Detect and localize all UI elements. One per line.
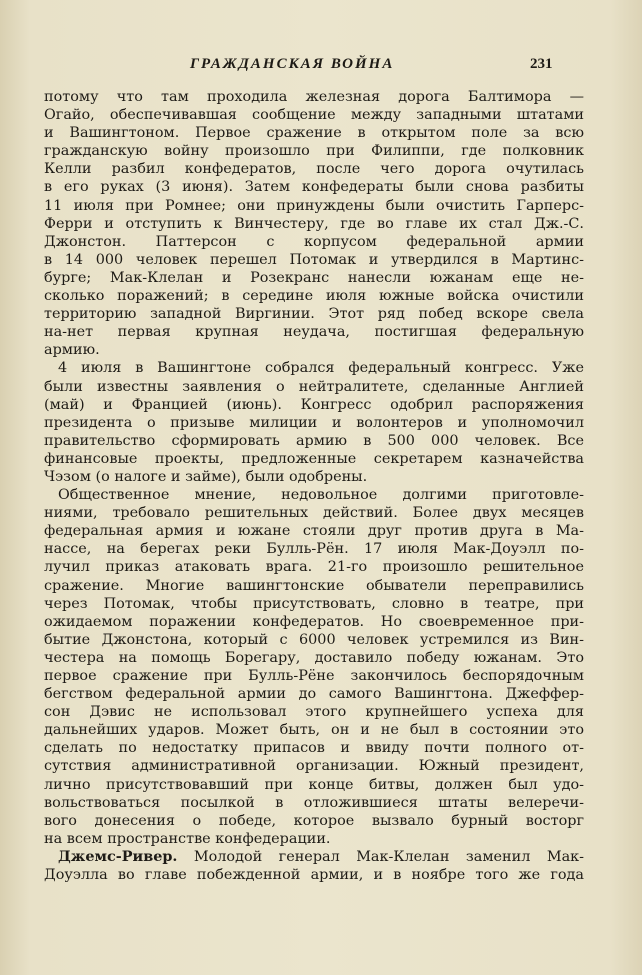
text-line: сон Дэвис не использовал этого крупнейшего успеха для [44,704,584,721]
text-line: сутствия административной организации. Южный президент, [44,758,584,775]
running-title: ГРАЖДАНСКАЯ ВОЙНА [190,56,395,72]
text-line: президента о призыве милиции и волонтеров и уполномочил [44,414,584,431]
text-line: лучил приказ атаковать врага. 21-го произошло решительное [44,559,584,576]
text-line: честера на помощь Борегару, доставило победу южанам. Это [44,649,584,666]
text-line: 11 июля при Ромнее; они принуждены были очистить Гарперс- [44,197,584,214]
text-line: дальнейших ударов. Может быть, он и не был в состоянии это [44,722,584,739]
text-line: в 14 000 человек перешел Потомак и утвердился в Мартинс- [44,251,584,268]
text-line: сколько поражений; в середине июля южные войска очистили [44,288,584,305]
text-line: Общественное мнение, недовольное долгими приготовле- [58,487,584,504]
text-line: ожидаемом поражении конфедератов. Но своевременное при- [44,613,584,630]
text-line: Чэзом (о налоге и займе), были одобрены. [44,468,368,485]
text-line: Огайо, обеспечивавшая сообщение между западными штатами [44,107,584,124]
text-line: потому что там проходила железная дорога Балтимора — [44,89,584,105]
text-line: гражданскую войну произошло при Филиппи, где полковник [44,143,584,160]
text-line: ниями, требовало решительных действий. Более двух месяцев [44,505,584,522]
text-line: финансовые проекты, предложенные секретарем казначейства [44,450,584,467]
text-line: 4 июля в Вашингтоне собрался федеральный конгресс. Уже [58,360,584,377]
text-line: бегством федеральной армии до самого Вашингтона. Джеффер- [44,686,584,703]
text-line: Келли разбил конфедератов, после чего дорога очутилась [44,161,584,178]
text-line: Джонстон. Паттерсон с корпусом федеральной армии [44,233,584,250]
text-line: в его руках (3 июня). Затем конфедераты были снова разбиты [44,179,584,196]
text-line: на всем пространстве конфедерации. [44,830,331,847]
page-number: 231 [530,56,553,72]
text-line: вого донесения о победе, которое вызвало бурный восторг [44,812,584,829]
section-lead-rest: Молодой генерал Мак-Клелан заменил Мак- [177,848,584,865]
text-line [44,848,584,866]
page-header [0,56,642,78]
text-line: лично присутствовавший при конце битвы, должен был удо- [44,776,584,793]
text-line: армию. [44,342,100,359]
text-line: и Вашингтоном. Первое сражение в открытом поле за всю [44,125,584,142]
text-line: вольствоваться посылкой в отложившиеся штаты велеречи- [44,794,584,811]
text-line: бурге; Мак-Клелан и Розекранс нанесли южанам еще не- [44,269,584,286]
text-line: правительство сформировать армию в 500 000 человек. Все [44,432,584,449]
text-line: сделать по недостатку припасов и ввиду почти полного от- [44,740,584,757]
text-line: Ферри и отступить к Винчестеру, где во главе их стал Дж.-С. [44,215,584,232]
text-line: (май) и Францией (июнь). Конгресс одобрил распоряжения [44,396,584,413]
text-line: первое сражение при Булль-Рёне закончилось беспорядочным [44,668,584,684]
text-line: были известны заявления о нейтралитете, сделанные Англией [44,378,584,395]
text-line: на-нет первая крупная неудача, постигшая федеральную [44,324,584,341]
text-line: территорию западной Виргинии. Этот ряд побед вскоре свела [44,306,584,323]
body-text [44,88,584,884]
text-line: нассе, на берегах реки Булль-Рён. 17 июля Мак-Доуэлл по- [44,541,584,558]
text-line: сражение. Многие вашингтонские обыватели переправились [44,577,584,594]
text-line: Доуэлла во главе побежденной армии, и в ноябре того же года [44,867,584,884]
text-line: федеральная армия и южане стояли друг против друга в Ма- [44,523,584,540]
text-line: через Потомак, чтобы присутствовать, словно в театре, при [44,595,584,612]
section-lead: Джемс-Ривер. [58,847,178,865]
text-line: бытие Джонстона, который с 6000 человек устремился из Вин- [44,631,584,648]
